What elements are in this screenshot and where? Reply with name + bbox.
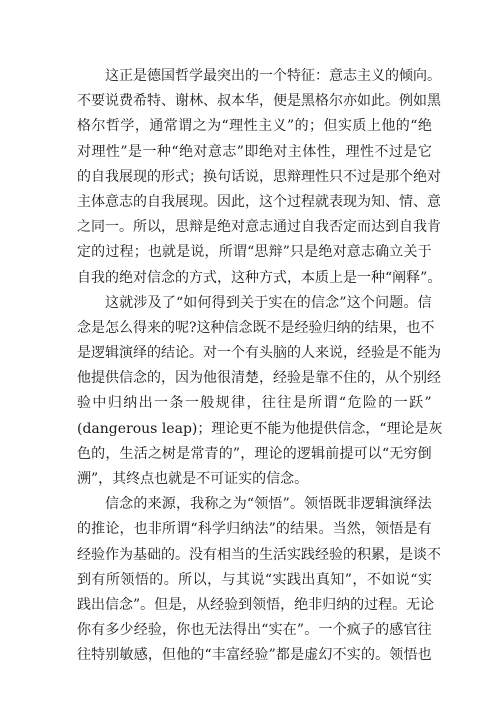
- text-line: 色 的 ， 生 活 之 树 是 常 青 的 ” ， 理 论 的 逻 辑 前 提 可 以 “ 无 穷 倒: [77, 445, 432, 462]
- text-line: 到 有 所 领 悟 的 。 所 以 ， 与 其 说 “ 实 践 出 真 知 ” ， 不 如 说 “ 实: [77, 571, 432, 588]
- text-line: 你 有 多 少 经 验 ， 你 也 无 法 得 出 “ 实 在 ” 。 一 个 疯 子 的 感 官 往: [77, 622, 432, 639]
- text-line: 践 出 信 念 ” 。 但 是 ， 从 经 验 到 领 悟 ， 绝 非 归 纳 的 过 程 。 无 论: [77, 596, 435, 613]
- text-line: 格 尔 哲 学 ， 通 常 谓 之 为 “ 理 性 主 义 ” 的 ； 但 实 质 上 他 的 “ 绝: [77, 118, 432, 135]
- text-line: 不 要 说 费 希 特 、 谢 林 、 叔 本 华 ， 便 是 黑 格 尔 亦 如 此 。 例 如 黑: [77, 93, 441, 110]
- text-line: 的 推 论 ， 也 非 所 谓 “ 科 学 归 纳 法 ” 的 结 果 。 当 然 ， 领 悟 是 有: [77, 521, 432, 538]
- text-line: 这 正 是 德 国 哲 学 最 突 出 的 一 个 特 征 ： 意 志 主 义 的 倾 向 。: [105, 68, 441, 84]
- text-line: 念 是 怎 么 得 来 的 呢 ? 这 种 信 念 既 不 是 经 验 归 纳 的 结 果 ， 也 不: [77, 319, 435, 336]
- text-line: 往 特 别 敏 感 ， 但 他 的 “ 丰 富 经 验 ” 都 是 虚 幻 不 实 的 。 领 悟 也: [77, 647, 432, 664]
- text-line: 是 逻 辑 演 绎 的 结 论 。 对 一 个 有 头 脑 的 人 来 说 ， 经 验 是 不 能 为: [77, 345, 441, 362]
- text-line: 这 就 涉 及 了 “ 如 何 得 到 关 于 实 在 的 信 念 ” 这 个 问 题 。 信: [105, 294, 432, 311]
- text-line: 验 中 归 纳 出 一 条 一 般 规 律 ， 往 往 是 所 谓 “ 危 险 的 一 跃 ”: [77, 395, 432, 412]
- text-line: 信 念 的 来 源 ， 我 称 之 为 “ 领 悟 ” 。 领 悟 既 非 逻 辑 演 绎 法: [105, 496, 432, 513]
- text-line: 之 同 一 。 所 以 ， 思 辩 是 绝 对 意 志 通 过 自 我 否 定 而 达 到 自 我 肯: [77, 219, 441, 236]
- text-line: 溯”，其终点也就是不可证实的信念。: [77, 471, 309, 487]
- text-line: 对 理 性 ” 是 一 种 “ 绝 对 意 志 ” 即 绝 对 主 体 性 ， 理 性 不 过 是 它: [77, 143, 432, 160]
- text-line: 的 自 我 展 现 的 形 式 ； 换 句 话 说 ， 思 辩 理 性 只 不 过 是 那 个 绝 对: [77, 168, 441, 185]
- text-line: 主 体 意 志 的 自 我 展 现 。 因 此 ， 这 个 过 程 就 表 现 为 知 、 情 、 意: [77, 193, 441, 210]
- text-line: ( dangerous leap ) ； 理 论 更 不 能 为 他 提 供 信 念 ， “ 理 论 是 灰: [77, 420, 443, 437]
- text-line: 他 提 供 信 念 的 ， 因 为 他 很 清 楚 ， 经 验 是 靠 不 住 的 ， 从 个 别 经: [77, 370, 441, 387]
- text-line: 自 我 的 绝 对 信 念 的 方 式 ， 这 种 方 式 ， 本 质 上 是 一 种 “ 阐 释 ” 。: [77, 269, 442, 286]
- text-line: 经 验 作 为 基 础 的 。 没 有 相 当 的 生 活 实 践 经 验 的 积 累 ， 是 谈 不: [77, 546, 441, 563]
- text-line: 定 的 过 程 ； 也 就 是 说 ， 所 谓 “ 思 辩 ” 只 是 绝 对 意 志 确 立 关 于: [77, 244, 432, 261]
- body-text: [77, 64, 443, 669]
